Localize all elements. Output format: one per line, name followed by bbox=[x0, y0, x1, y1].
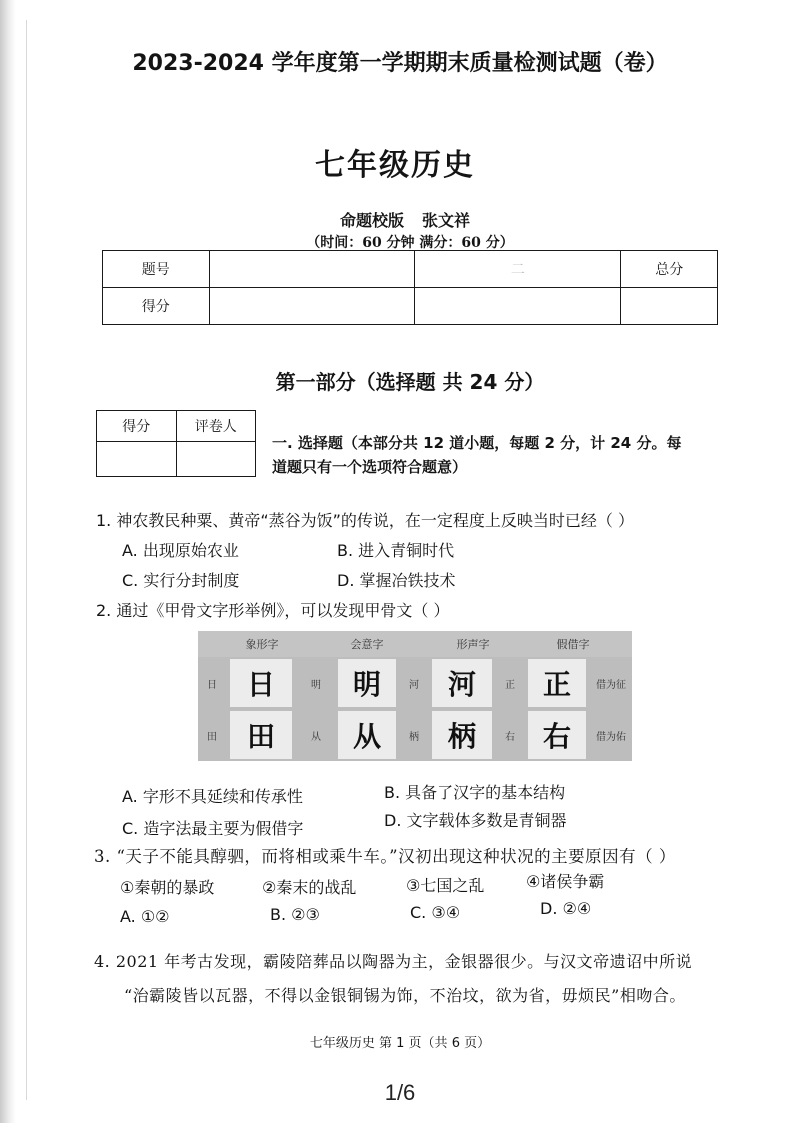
page-indicator: 1/6 bbox=[384, 1080, 416, 1105]
question-4-line-1: 4. 2021 年考古发现，霸陵陪葬品以陶器为主，金银器很少。与汉文帝遗诏中所说 bbox=[94, 952, 693, 971]
oracle-bone-figure bbox=[198, 631, 632, 761]
score-cell bbox=[621, 288, 718, 325]
question-2-option-c: C. 造字法最主要为假借字 bbox=[122, 819, 304, 838]
oracle-label: 河 bbox=[409, 679, 419, 691]
grader-cell: 评卷人 bbox=[176, 411, 256, 442]
oracle-label: 借为佑 bbox=[596, 731, 626, 743]
oracle-glyph bbox=[230, 659, 292, 707]
page-left-shadow bbox=[0, 0, 16, 1123]
oracle-label: 正 bbox=[505, 679, 515, 691]
question-3-item-1: ①秦朝的暴政 bbox=[120, 878, 215, 897]
oracle-label: 田 bbox=[207, 731, 217, 743]
oracle-label: 借为征 bbox=[596, 679, 626, 691]
grader-cell: 得分 bbox=[97, 411, 177, 442]
oracle-glyph-char: 从 bbox=[352, 720, 381, 753]
question-3-option-b: B. ②③ bbox=[270, 905, 320, 924]
oracle-header: 形声字 bbox=[456, 638, 490, 651]
time-info: （时间：60 分钟 满分：60 分） bbox=[306, 235, 514, 251]
section-line: 道题只有一个选项符合题意） bbox=[272, 458, 468, 476]
page-fold-line bbox=[26, 20, 27, 1100]
oracle-glyph bbox=[230, 711, 292, 759]
question-1-option-a: A. 出现原始农业 bbox=[122, 541, 239, 560]
question-1-option-b: B. 进入青铜时代 bbox=[337, 541, 455, 560]
question-1-option-d: D. 掌握冶铁技术 bbox=[337, 571, 456, 590]
oracle-row-2 bbox=[198, 711, 632, 759]
oracle-glyph bbox=[528, 659, 586, 707]
oracle-glyph-char: 正 bbox=[542, 668, 571, 701]
exam-title: 2023-2024 学年度第一学期期末质量检测试题（卷） bbox=[132, 51, 668, 76]
oracle-header: 假借字 bbox=[556, 638, 590, 651]
oracle-header: 会意字 bbox=[350, 638, 384, 651]
grader-cell bbox=[97, 442, 177, 477]
question-1-option-c: C. 实行分封制度 bbox=[122, 571, 240, 590]
grader-table-header bbox=[97, 411, 256, 442]
score-table-row-score bbox=[103, 288, 718, 325]
question-3-item-3: ③七国之乱 bbox=[406, 876, 485, 895]
score-cell bbox=[209, 288, 415, 325]
question-2-option-d: D. 文字载体多数是青铜器 bbox=[384, 811, 567, 830]
section-instructions bbox=[272, 431, 772, 479]
part1-title: 第一部分（选择题 共 24 分） bbox=[275, 370, 545, 394]
score-cell: 二 bbox=[415, 251, 621, 288]
section-line: 一. 选择题（本部分共 12 道小题，每题 2 分，计 24 分。每 bbox=[272, 434, 682, 452]
oracle-label: 日 bbox=[207, 679, 217, 691]
oracle-glyph bbox=[432, 659, 492, 707]
oracle-glyph-char: 田 bbox=[246, 720, 275, 753]
score-cell bbox=[209, 251, 415, 288]
question-2-option-a: A. 字形不具延续和传承性 bbox=[122, 787, 303, 806]
oracle-label: 明 bbox=[311, 679, 321, 691]
question-3-stem: 3. “天子不能具醇驷，而将相或乘牛车。”汉初出现这种状况的主要原因有（ ） bbox=[94, 847, 676, 866]
score-cell bbox=[415, 288, 621, 325]
oracle-glyph-char: 右 bbox=[542, 720, 571, 753]
question-3-option-c: C. ③④ bbox=[410, 903, 461, 922]
oracle-glyph bbox=[338, 659, 396, 707]
oracle-header: 象形字 bbox=[245, 638, 279, 651]
score-cell: 题号 bbox=[103, 251, 210, 288]
author-label: 命题校版 bbox=[339, 211, 404, 230]
grader-table-blank bbox=[97, 442, 256, 477]
oracle-glyph bbox=[338, 711, 396, 759]
oracle-row-1 bbox=[198, 659, 632, 707]
question-2-stem: 2. 通过《甲骨文字形举例》，可以发现甲骨文（ ） bbox=[96, 601, 450, 620]
oracle-glyph bbox=[432, 711, 492, 759]
score-cell: 总分 bbox=[621, 251, 718, 288]
question-3-item-4: ④诸侯争霸 bbox=[526, 872, 605, 891]
question-3-item-2: ②秦末的战乱 bbox=[262, 878, 357, 897]
page-footer: 七年级历史 第 1 页（共 6 页） bbox=[309, 1036, 491, 1051]
oracle-label: 右 bbox=[505, 731, 515, 743]
oracle-glyph bbox=[528, 711, 586, 759]
author-line bbox=[290, 208, 520, 231]
oracle-glyph-char: 柄 bbox=[447, 720, 476, 753]
grader-table bbox=[96, 410, 256, 477]
question-4-line-2: “治霸陵皆以瓦器，不得以金银铜锡为饰，不治坟，欲为省，毋烦民”相吻合。 bbox=[124, 986, 686, 1005]
question-2-option-b: B. 具备了汉字的基本结构 bbox=[384, 783, 566, 802]
grader-cell bbox=[176, 442, 256, 477]
score-cell: 得分 bbox=[103, 288, 210, 325]
question-1-stem: 1. 神农教民种粟、黄帝“蒸谷为饭”的传说，在一定程度上反映当时已经（ ） bbox=[96, 511, 635, 530]
oracle-glyph-char: 明 bbox=[352, 668, 381, 701]
author-name: 张文祥 bbox=[422, 211, 471, 230]
score-table-row-number bbox=[103, 251, 718, 288]
score-table bbox=[102, 250, 718, 325]
question-3-option-a: A. ①② bbox=[120, 907, 170, 926]
oracle-glyph-char: 河 bbox=[447, 668, 476, 701]
oracle-header-row bbox=[198, 631, 632, 657]
oracle-label: 从 bbox=[311, 731, 321, 743]
question-3-option-d: D. ②④ bbox=[540, 899, 592, 918]
oracle-glyph-char: 日 bbox=[246, 668, 275, 701]
subject-title: 七年级历史 bbox=[315, 148, 475, 183]
oracle-label: 柄 bbox=[409, 731, 419, 743]
